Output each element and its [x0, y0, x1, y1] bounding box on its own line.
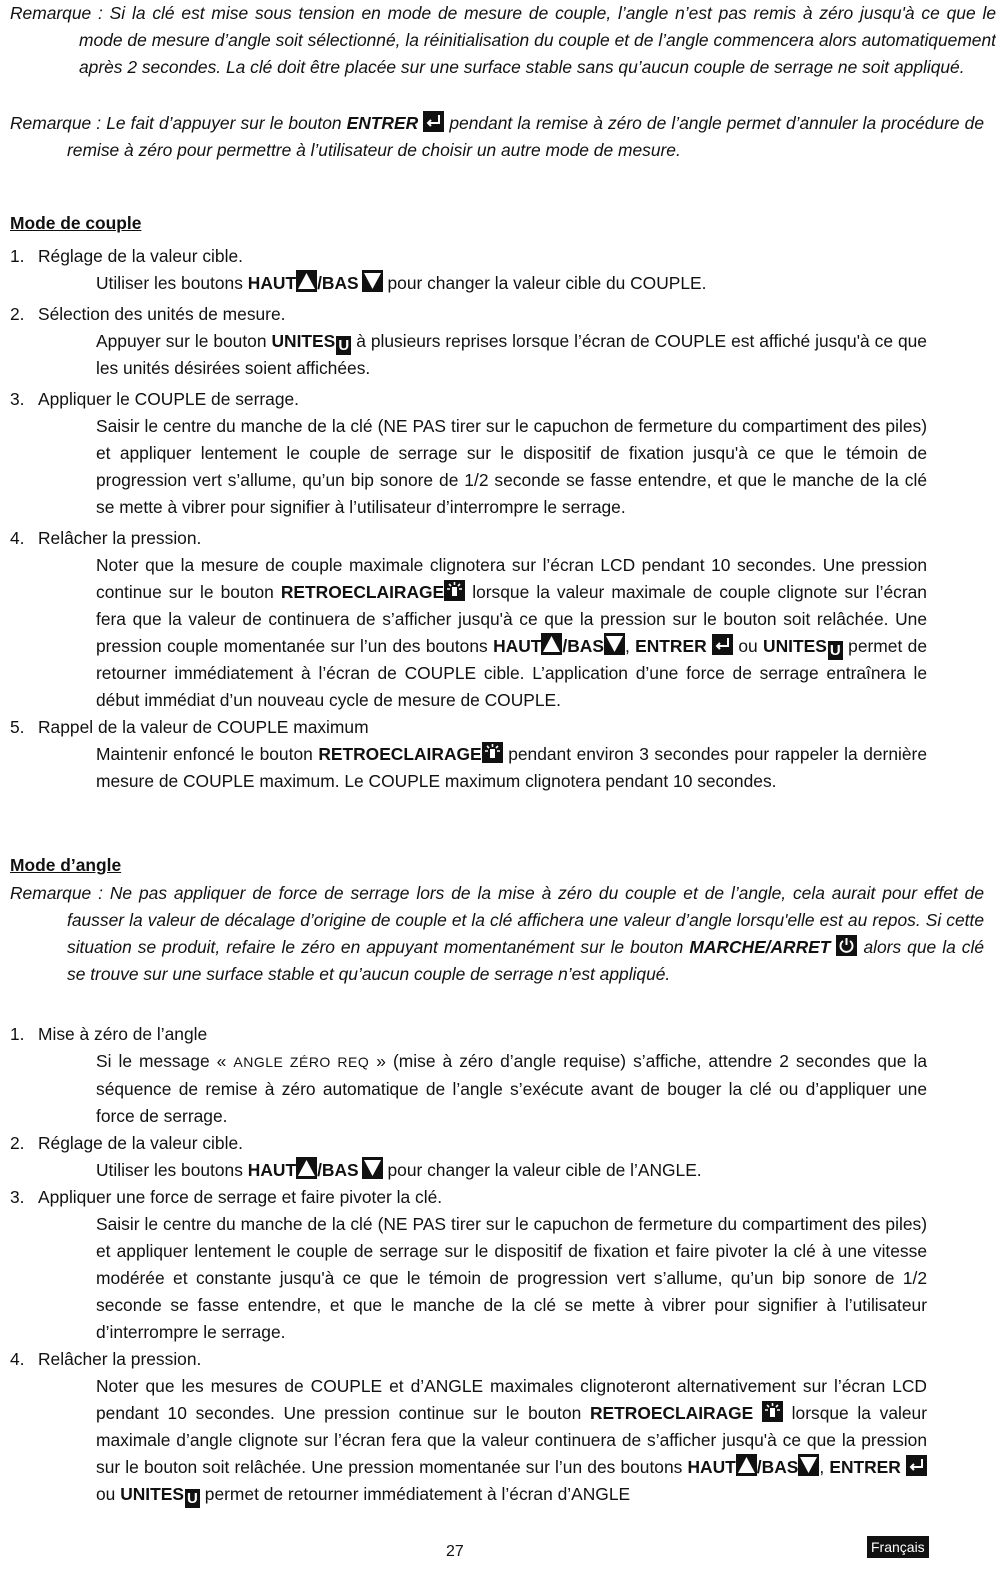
step-title: Mise à zéro de l’angle	[38, 1024, 208, 1044]
list-item: 4. Relâcher la pression.	[10, 1346, 927, 1373]
down-arrow-icon	[604, 633, 625, 655]
power-icon	[836, 935, 857, 956]
note-label: Remarque :	[10, 3, 103, 23]
units-key-icon: U	[336, 336, 351, 355]
step-title: Réglage de la valeur cible.	[38, 1133, 243, 1153]
note-zero-offset: Remarque : Ne pas appliquer de force de serrage lors de la mise à zéro du couple et de l’angle, cela aurait pour effet de fausser la valeur de décalage d’origine de couple et la clé affichera une valeur d’angle lorsqu'elle est au repos. Si cette situation se produit, refaire le zéro en appuyant momentanément sur le bouton MARCHE/ARRET alors que la clé se trouve sur une surface stable et qu’aucun couple de serrage n’est appliqué.	[10, 883, 984, 984]
list-item: 1. Mise à zéro de l’angle	[10, 1021, 927, 1048]
torque-steps	[10, 243, 927, 795]
up-arrow-icon	[541, 633, 562, 655]
up-arrow-icon	[296, 270, 317, 292]
backlight-icon	[762, 1401, 783, 1422]
backlight-icon	[482, 742, 503, 763]
units-key-icon: U	[828, 641, 843, 660]
units-key-icon: U	[185, 1489, 200, 1508]
note-angle-reset	[10, 0, 996, 81]
language-tab: Français	[867, 1536, 929, 1558]
step-title: Appliquer le COUPLE de serrage.	[38, 389, 299, 409]
down-arrow-icon	[798, 1454, 819, 1476]
step-title: Appliquer une force de serrage et faire pivoter la clé.	[38, 1187, 443, 1207]
list-item: 4. Relâcher la pression.	[10, 525, 927, 552]
enter-button-label: ENTRER	[346, 113, 419, 133]
list-item: 2. Réglage de la valeur cible.	[10, 1130, 927, 1157]
up-arrow-icon	[736, 1454, 757, 1476]
note-label: Remarque :	[10, 883, 103, 903]
note-label: Remarque :	[10, 113, 102, 133]
step-body: Noter que les mesures de COUPLE et d’ANGLE maximales clignoteront alternativement sur l’écran LCD pendant 10 secondes. Une pression continue sur le bouton RETROECLAIRAGE lorsque la valeur maximale d’angle clignote sur l’écran fera que la valeur continuera de s’afficher jusqu'à ce que la pression sur le bouton soit relâchée. Une pression momentanée sur l’un des boutons HAUT /BAS , ENTRER ou UNITES U permet de retourner immédiatement à l’écran d’ANGLE	[96, 1376, 927, 1507]
step-title: Relâcher la pression.	[38, 528, 202, 548]
list-item: 2. Sélection des unités de mesure.	[10, 301, 927, 328]
display-message: ANGLE ZÉRO REQ	[233, 1054, 370, 1070]
backlight-icon	[444, 580, 465, 601]
step-body: Noter que la mesure de couple maximale clignotera sur l’écran LCD pendant 10 secondes. Une pression continue sur le bouton RETROECLAIRAGE lorsque la valeur maximale de couple clignote sur l’écran fera que la valeur de continuera de s’afficher jusqu'à ce que la pression sur le bouton soit relâchée. Une pression couple momentanée sur l’un des boutons HAUT /BAS , ENTRER ou UNITES U permet de retourner immédiatement à l’écran de COUPLE cible. L’application d’une force de serrage entraînera le début immédiat d’un nouveau cycle de mesure de COUPLE.	[96, 555, 927, 710]
list-item: 5. Rappel de la valeur de COUPLE maximum	[10, 714, 927, 741]
step-body: Appuyer sur le bouton UNITES U à plusieurs reprises lorsque l’écran de COUPLE est affiché jusqu'à ce que les unités désirées soient affichées.	[96, 331, 927, 378]
list-item: 3. Appliquer le COUPLE de serrage.	[10, 386, 927, 413]
step-body: Utiliser les boutons HAUT /BAS pour changer la valeur cible de l’ANGLE.	[96, 1157, 927, 1184]
list-item: 1. Réglage de la valeur cible.	[10, 243, 927, 270]
angle-steps	[10, 1021, 927, 1508]
down-arrow-icon	[362, 270, 383, 292]
list-item: 3. Appliquer une force de serrage et faire pivoter la clé.	[10, 1184, 927, 1211]
step-title: Rappel de la valeur de COUPLE maximum	[38, 717, 369, 737]
enter-key-icon	[712, 634, 733, 655]
enter-key-icon	[906, 1455, 927, 1476]
note-text: Si la clé est mise sous tension en mode de mesure de couple, l’angle n’est pas remis à zéro jusqu'à ce que le mode de mesure d’angle soit sélectionné, la réinitialisation du couple et de l’angle commencera alors automatiquement après 2 secondes. La clé doit être placée sur une surface stable sans qu’aucun couple de serrage ne soit appliqué.	[79, 3, 996, 77]
step-body: Saisir le centre du manche de la clé (NE PAS tirer sur le capuchon de fermeture du compartiment des piles) et appliquer lentement le couple de serrage sur le dispositif de fixation et faire pivoter la clé à une vitesse modérée et constante jusqu'à ce que le témoin de progression vert s’allume, qu’un bip sonore de 1/2 seconde se fasse entendre, et que le manche de la clé se mette à vibrer pour signifier à l’utilisateur d’interrompre le serrage.	[96, 1214, 927, 1342]
enter-key-icon	[423, 111, 444, 132]
step-title: Relâcher la pression.	[38, 1349, 202, 1369]
section-heading-angle: Mode d’angle	[10, 855, 122, 875]
step-body: Si le message « ANGLE ZÉRO REQ » (mise à zéro d’angle requise) s’affiche, attendre 2 secondes que la séquence de remise à zéro automatique de l’angle s’exécute avant de bouger la clé ou d’appliquer une force de serrage.	[96, 1051, 928, 1126]
step-title: Réglage de la valeur cible.	[38, 246, 243, 266]
note-enter-cancel: Remarque : Le fait d’appuyer sur le bouton ENTRER pendant la remise à zéro de l’angle permet d’annuler la procédure de remise à zéro pour permettre à l’utilisateur de choisir un autre mode de mesure.	[10, 113, 985, 160]
step-body: Maintenir enfoncé le bouton RETROECLAIRAGE pendant environ 3 secondes pour rappeler la dernière mesure de COUPLE maximum. Le COUPLE maximum clignotera pendant 10 secondes.	[96, 744, 928, 791]
page-number: 27	[446, 1543, 464, 1560]
section-heading-torque: Mode de couple	[10, 213, 142, 233]
step-body: Saisir le centre du manche de la clé (NE PAS tirer sur le capuchon de fermeture du compartiment des piles) et appliquer lentement le couple de serrage sur le dispositif de fixation jusqu'à ce que le témoin de progression vert s’allume, qu’un bip sonore de 1/2 seconde se fasse entendre, et que le manche de la clé se mette à vibrer pour signifier à l’utilisateur d’interrompre le serrage.	[96, 416, 927, 517]
step-body: Utiliser les boutons HAUT /BAS pour changer la valeur cible du COUPLE.	[96, 270, 927, 297]
up-arrow-icon	[296, 1157, 317, 1179]
down-arrow-icon	[362, 1157, 383, 1179]
step-title: Sélection des unités de mesure.	[38, 304, 286, 324]
